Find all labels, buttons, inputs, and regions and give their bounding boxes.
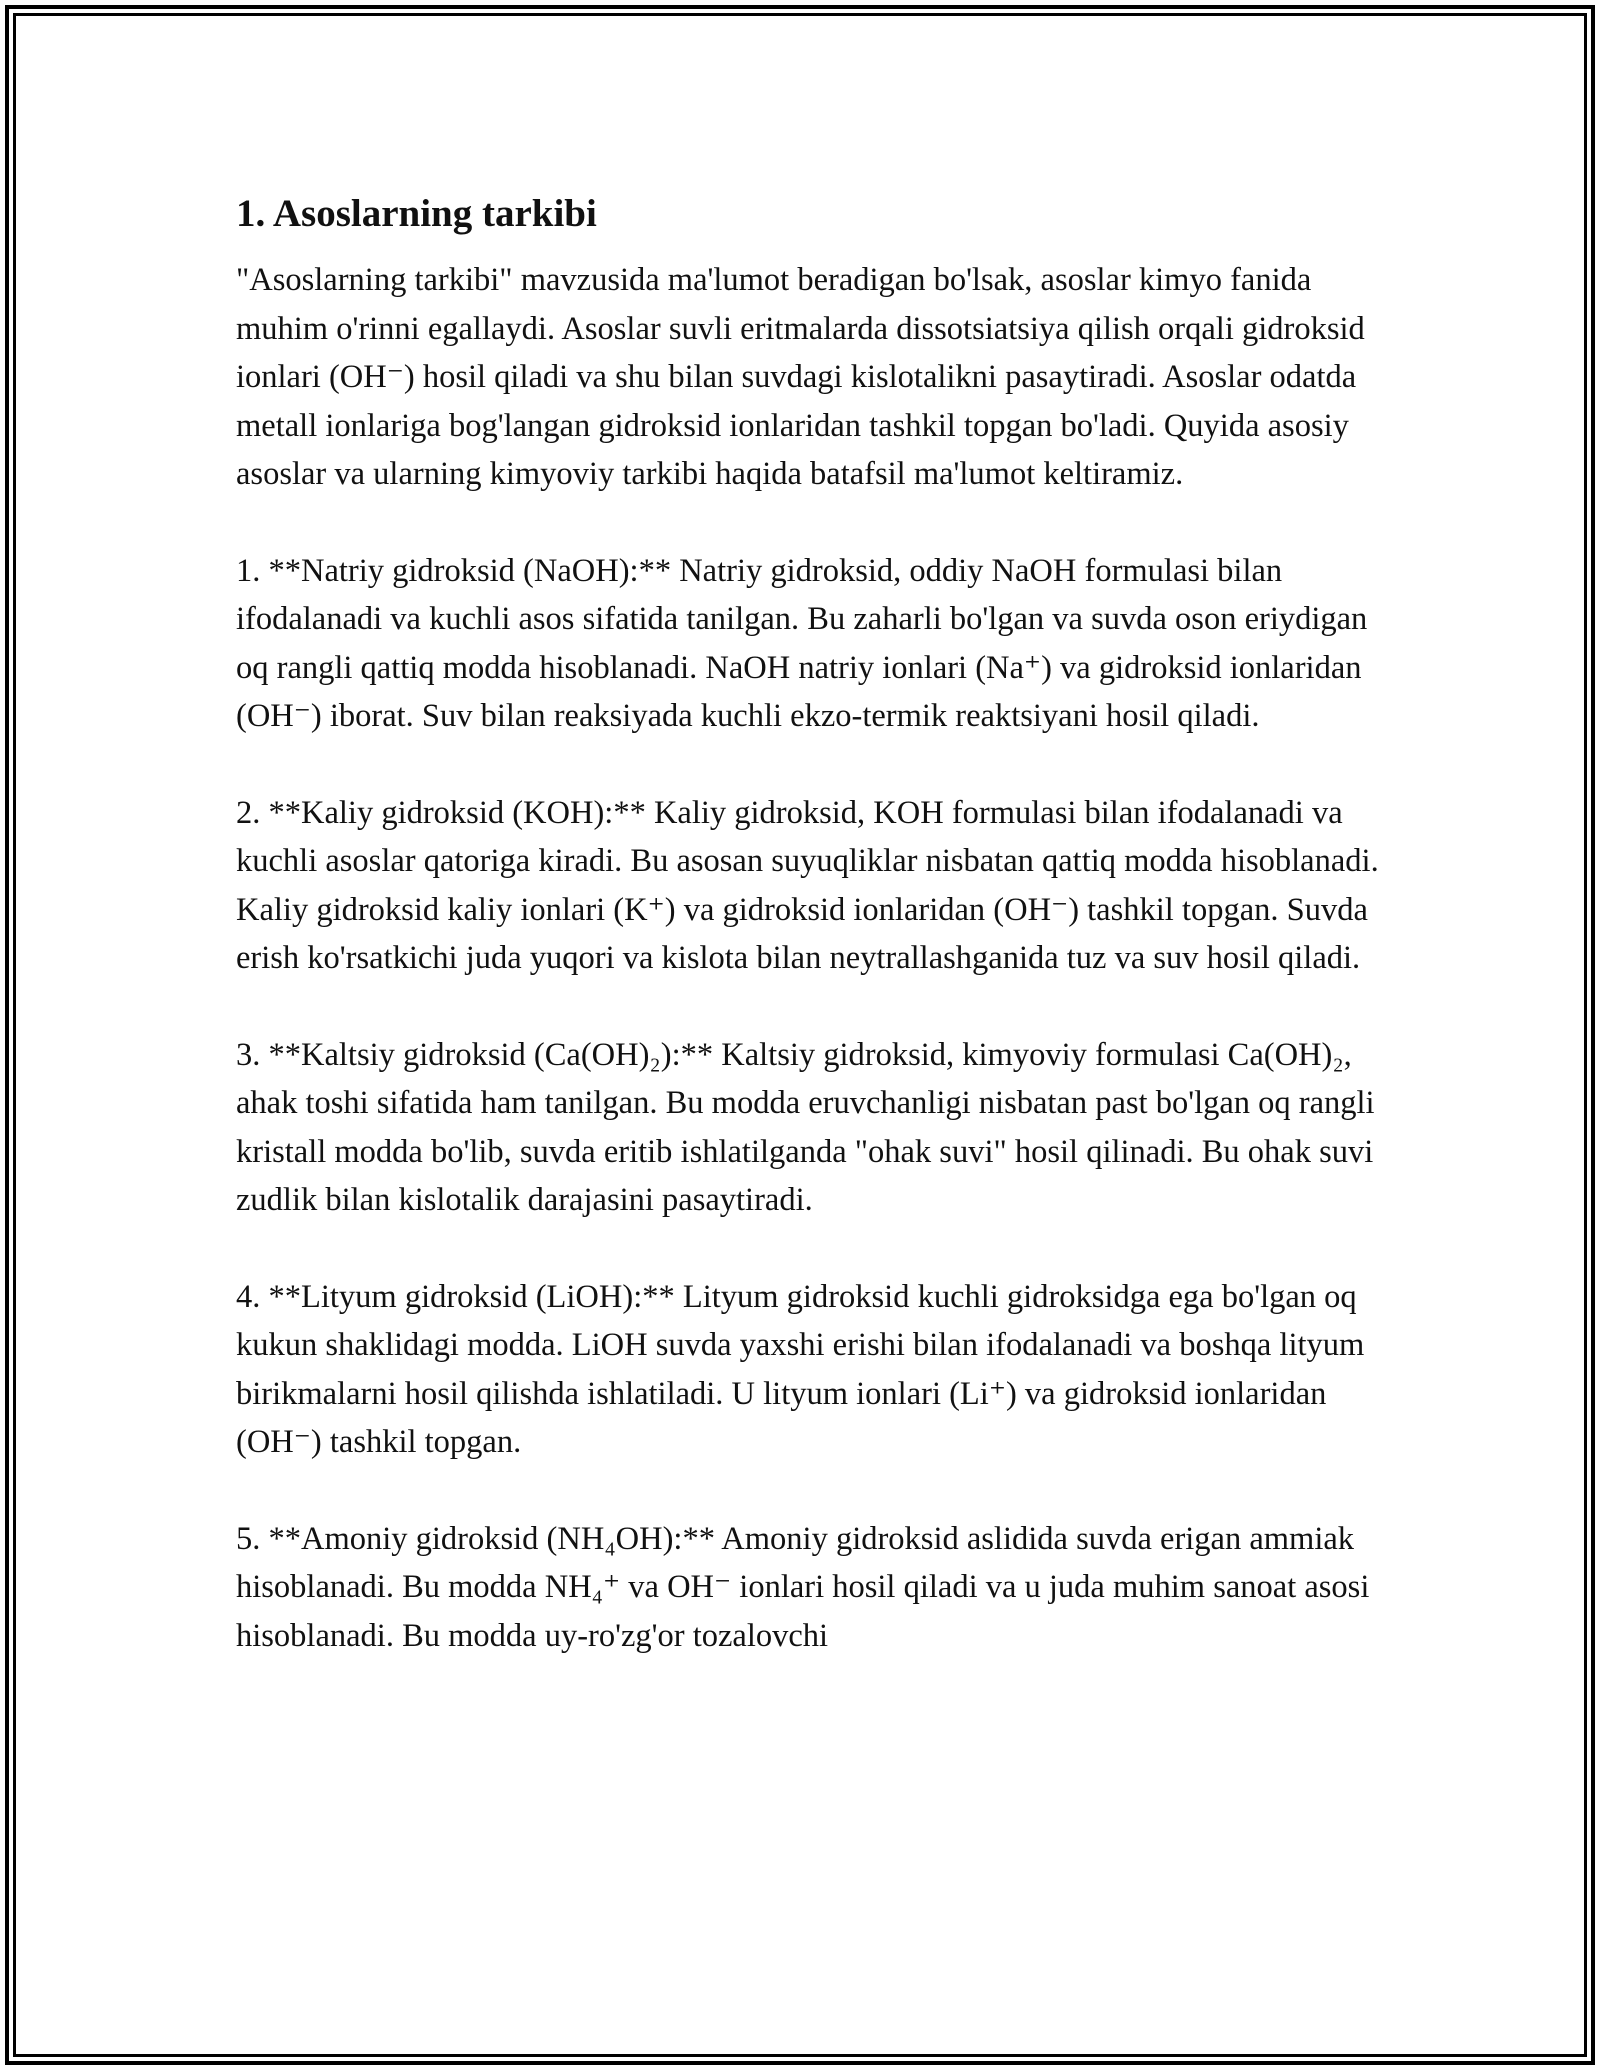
item-lioh	[236, 1273, 1386, 1467]
item-koh-lead: 2. **Kaliy gidroksid (KOH):**	[236, 794, 646, 831]
section-heading: 1. Asoslarning tarkibi	[236, 192, 597, 235]
item-naoh-text: Natriy gidroksid, oddiy NaOH formulasi bilan ifodalanadi va kuchli asos sifatida tanilgan. Bu zaharli bo'lgan va suvda oson eriydigan oq rangli qattiq modda hisoblanadi. NaOH natriy ionlari (Na⁺) va gidroksid ionlaridan (OH⁻) iborat. Suv bilan reaksiyada kuchli ekzo-termik reaktsiyani hosil qiladi.	[236, 552, 1368, 734]
item-caoh2	[236, 1031, 1386, 1225]
item-lioh-text: Lityum gidroksid kuchli gidroksidga ega bo'lgan oq kukun shaklidagi modda. LiOH suvda yaxshi erishi bilan ifodalanadi va boshqa lityum birikmalarni hosil qilishda ishlatiladi. U lityum ionlari (Li⁺) va gidroksid ionlaridan (OH⁻) tashkil topgan.	[236, 1278, 1365, 1460]
item-lioh-lead: 4. **Lityum gidroksid (LiOH):**	[236, 1278, 675, 1315]
item-nh4oh	[236, 1515, 1386, 1661]
item-caoh2-lead: 3. **Kaltsiy gidroksid (Ca(OH)₂):**	[236, 1036, 714, 1073]
item-nh4oh-text: Amoniy gidroksid aslidida suvda erigan ammiak hisoblanadi. Bu modda NH₄⁺ va OH⁻ ionlari hosil qiladi va u juda muhim sanoat asosi hisoblanadi. Bu modda uy-ro'zg'or tozalovchi	[236, 1520, 1370, 1654]
item-koh-text: Kaliy gidroksid, KOH formulasi bilan ifodalanadi va kuchli asoslar qatoriga kiradi. Bu asosan suyuqliklar nisbatan qattiq modda hisoblanadi. Kaliy gidroksid kaliy ionlari (K⁺) va gidroksid ionlaridan (OH⁻) tashkil topgan. Suvda erish ko'rsatkichi juda yuqori va kislota bilan neytrallashganida tuz va suv hosil qiladi.	[236, 794, 1379, 976]
item-naoh-lead: 1. **Natriy gidroksid (NaOH):**	[236, 552, 672, 589]
item-naoh	[236, 547, 1386, 741]
intro-paragraph: "Asoslarning tarkibi" mavzusida ma'lumot beradigan bo'lsak, asoslar kimyo fanida muhim o'rinni egallaydi. Asoslar suvli eritmalarda dissotsiatsiya qilish orqali gidroksid ionlari (OH⁻) hosil qiladi va shu bilan suvdagi kislotalikni pasaytiradi. Asoslar odatda metall ionlariga bog'langan gidroksid ionlaridan tashkil topgan bo'ladi. Quyida asosiy asoslar va ularning kimyoviy tarkibi haqida batafsil ma'lumot keltiramiz.	[236, 262, 1365, 492]
item-caoh2-text: Kaltsiy gidroksid, kimyoviy formulasi Ca(OH)₂, ahak toshi sifatida ham tanilgan. Bu modda eruvchanligi nisbatan past bo'lgan oq rangli kristall modda bo'lib, suvda eritib ishlatilganda "ohak suvi" hosil qilinadi. Bu ohak suvi zudlik bilan kislotalik darajasini pasaytiradi.	[236, 1036, 1375, 1218]
item-nh4oh-lead: 5. **Amoniy gidroksid (NH₄OH):**	[236, 1520, 715, 1557]
document-body	[236, 188, 1386, 1708]
item-koh	[236, 789, 1386, 983]
